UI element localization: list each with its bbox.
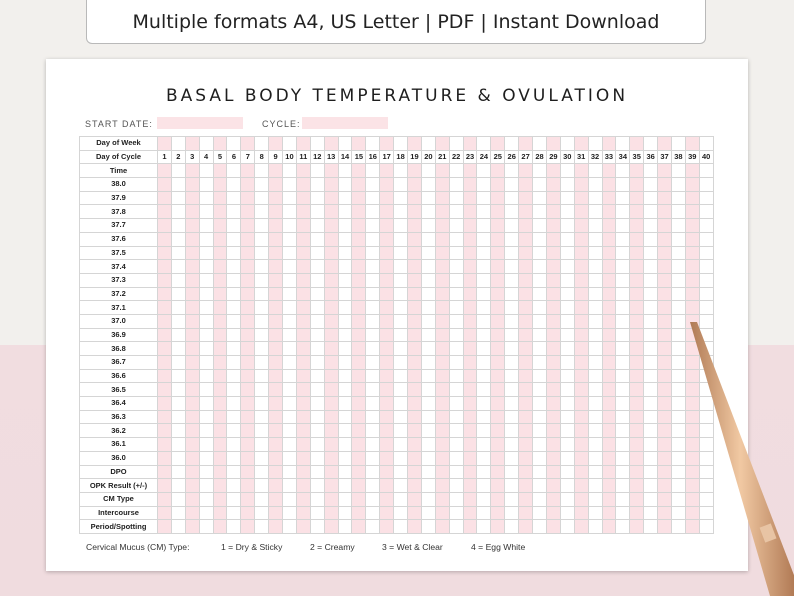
day-number: 33 (602, 150, 616, 164)
day-number: 40 (699, 150, 713, 164)
day-number: 10 (283, 150, 297, 164)
day-number: 18 (394, 150, 408, 164)
day-number: 27 (519, 150, 533, 164)
day-number: 19 (408, 150, 422, 164)
row-label: Day of Week (80, 137, 158, 151)
row-label: Intercourse (80, 506, 158, 520)
row-label: 37.3 (80, 273, 158, 287)
banner-text: Multiple formats A4, US Letter | PDF | Instant Download (132, 10, 660, 33)
row-label: OPK Result (+/-) (80, 479, 158, 493)
day-number: 21 (435, 150, 449, 164)
day-number: 36 (644, 150, 658, 164)
row-label: 36.1 (80, 438, 158, 452)
day-number: 17 (380, 150, 394, 164)
row-label: Period/Spotting (80, 520, 158, 534)
row-label: 36.5 (80, 383, 158, 397)
row-label: 36.7 (80, 356, 158, 370)
day-number: 26 (505, 150, 519, 164)
row-label: 36.2 (80, 424, 158, 438)
day-number: 28 (533, 150, 547, 164)
row-label: 37.7 (80, 219, 158, 233)
day-number: 34 (616, 150, 630, 164)
day-number: 30 (560, 150, 574, 164)
row-label: 36.6 (80, 369, 158, 383)
start-date-label: START DATE: (85, 119, 153, 129)
day-number: 15 (352, 150, 366, 164)
row-label: Day of Cycle (80, 150, 158, 164)
day-number: 13 (324, 150, 338, 164)
row-label: 38.0 (80, 178, 158, 192)
day-number: 32 (588, 150, 602, 164)
day-number: 11 (296, 150, 310, 164)
row-label: 37.4 (80, 260, 158, 274)
day-number: 3 (185, 150, 199, 164)
day-number: 23 (463, 150, 477, 164)
day-number: 25 (491, 150, 505, 164)
day-number: 9 (269, 150, 283, 164)
row-label: 37.9 (80, 191, 158, 205)
row-label: 37.1 (80, 301, 158, 315)
day-number: 1 (158, 150, 172, 164)
cycle-label: CYCLE: (262, 119, 301, 129)
day-number: 35 (630, 150, 644, 164)
legend-item: 3 = Wet & Clear (382, 542, 443, 552)
day-number: 22 (449, 150, 463, 164)
day-number: 4 (199, 150, 213, 164)
day-number: 12 (310, 150, 324, 164)
day-number: 38 (671, 150, 685, 164)
day-number: 16 (366, 150, 380, 164)
legend-item: 1 = Dry & Sticky (221, 542, 283, 552)
page-title: BASAL BODY TEMPERATURE & OVULATION (165, 86, 629, 106)
legend-title: Cervical Mucus (CM) Type: (86, 542, 190, 552)
pen-body (690, 322, 794, 596)
row-label: 37.2 (80, 287, 158, 301)
row-label: 37.5 (80, 246, 158, 260)
row-label: 36.8 (80, 342, 158, 356)
row-label: 36.0 (80, 451, 158, 465)
day-number: 7 (241, 150, 255, 164)
row-label: 36.4 (80, 397, 158, 411)
legend-item: 2 = Creamy (310, 542, 355, 552)
day-number: 37 (658, 150, 672, 164)
day-number: 2 (171, 150, 185, 164)
row-label: 37.0 (80, 314, 158, 328)
day-number: 6 (227, 150, 241, 164)
row-label: 36.9 (80, 328, 158, 342)
day-number: 14 (338, 150, 352, 164)
day-number: 24 (477, 150, 491, 164)
row-label: CM Type (80, 492, 158, 506)
day-number: 39 (685, 150, 699, 164)
day-number: 29 (546, 150, 560, 164)
legend-item: 4 = Egg White (471, 542, 526, 552)
day-number: 8 (255, 150, 269, 164)
row-label: 36.3 (80, 410, 158, 424)
day-number: 20 (421, 150, 435, 164)
row-label: Time (80, 164, 158, 178)
row-label: 37.6 (80, 232, 158, 246)
row-label: DPO (80, 465, 158, 479)
day-number: 31 (574, 150, 588, 164)
row-label: 37.8 (80, 205, 158, 219)
day-number: 5 (213, 150, 227, 164)
